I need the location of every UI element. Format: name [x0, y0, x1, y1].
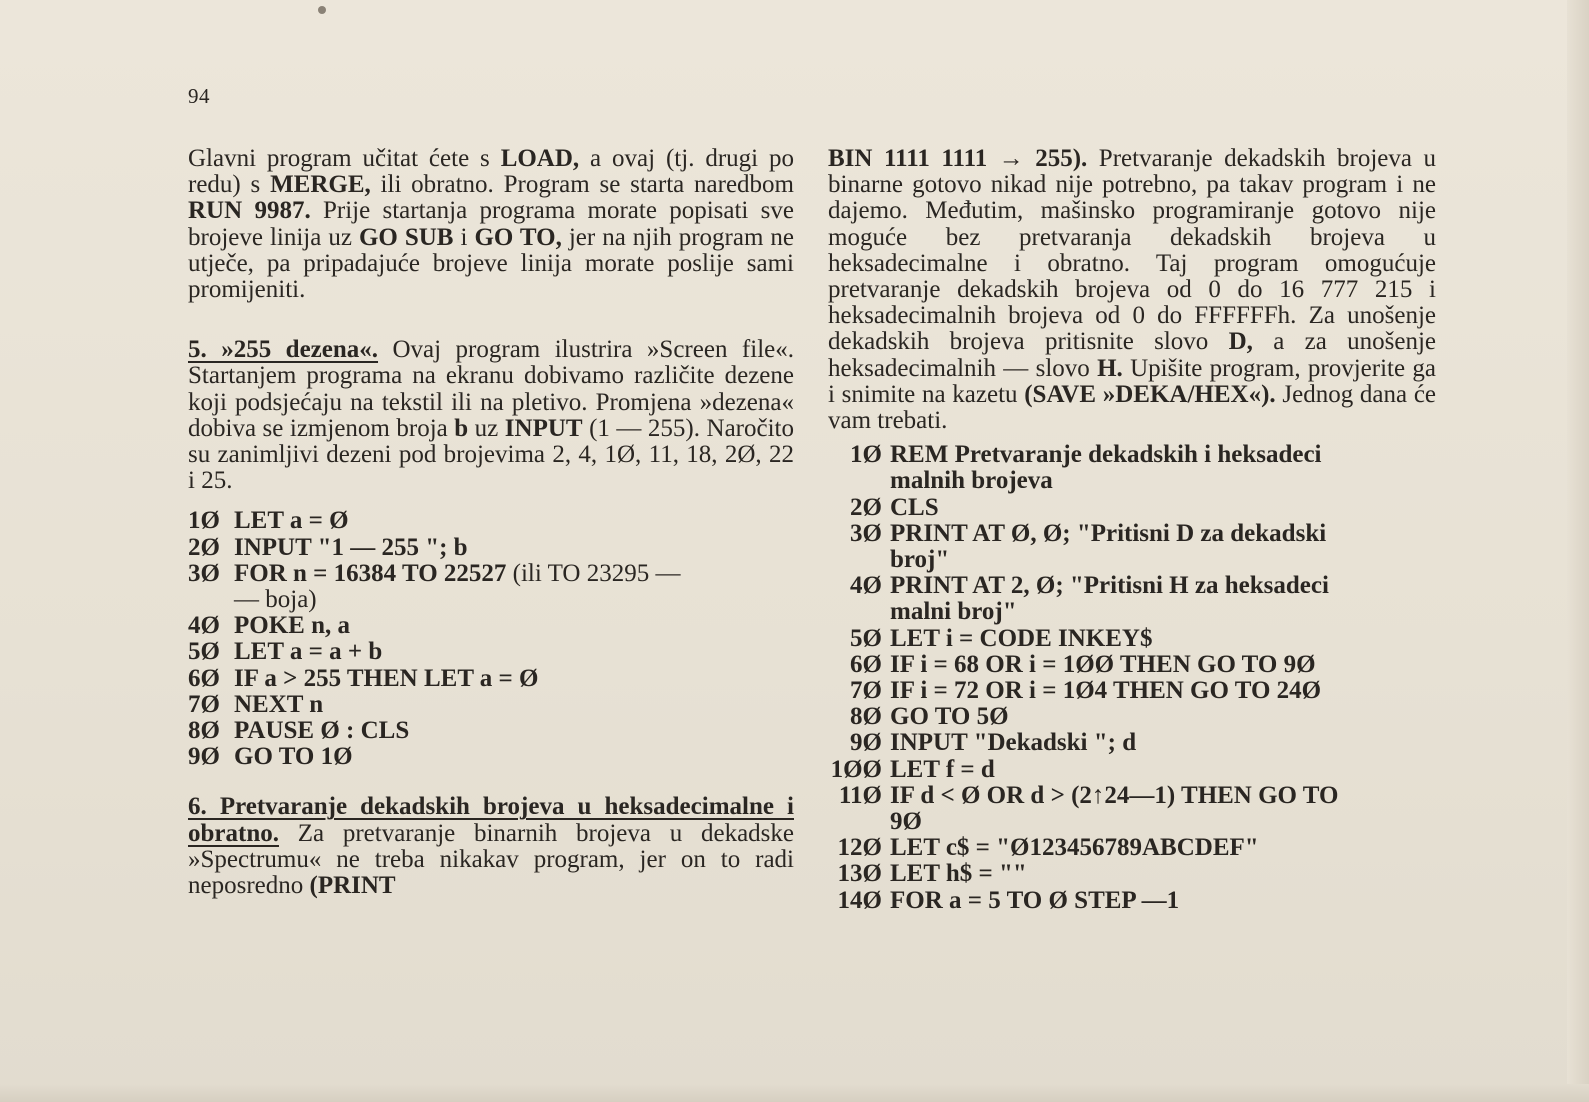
page-right-edge: [1567, 0, 1589, 1102]
code-line: 1Ø REM Pretvaranje dekadskih i heksadeci: [850, 441, 1322, 469]
code-line: 3Ø PRINT AT Ø, Ø; "Pritisni D za dekadski: [850, 519, 1327, 547]
code-line: 14Ø FOR a = 5 TO Ø STEP —1: [837, 886, 1180, 914]
code-line-continuation: — boja): [234, 586, 317, 614]
code-line: 13Ø LET h$ = "": [837, 860, 1027, 888]
section-6-heading: 6. Pretvaranje dekadskih brojeva u heksadecimalne i obratno.: [188, 793, 794, 847]
code-line-continuation: malnih brojeva: [890, 467, 1053, 495]
code-line-continuation: broj": [890, 546, 950, 574]
code-line: 5Ø LET a = a + b: [188, 638, 383, 666]
code-listing-right: [828, 442, 1436, 914]
code-line: 8Ø PAUSE Ø : CLS: [188, 717, 410, 745]
code-line: 6Ø IF i = 68 OR i = 1ØØ THEN GO TO 9Ø: [850, 650, 1316, 678]
page-bottom-edge: [0, 1084, 1589, 1102]
code-line: 8Ø GO TO 5Ø: [850, 703, 1009, 731]
section-6-paragraph: 6. Pretvaranje dekadskih brojeva u heksadecimalne i obratno. Za pretvaranje binarnih brojeva u dekadske »Spectrumu« ne treba nikakav program, jer on to radi neposredno (PRINT: [188, 793, 794, 900]
code-line: 6Ø IF a > 255 THEN LET a = Ø: [188, 664, 539, 692]
code-listing-left: [188, 508, 794, 770]
code-line: 12Ø LET c$ = "Ø123456789ABCDEF": [837, 834, 1259, 862]
ink-dot: [318, 6, 326, 14]
left-column: [188, 146, 794, 899]
code-line: 7Ø IF i = 72 OR i = 1Ø4 THEN GO TO 24Ø: [850, 677, 1322, 705]
code-line: 7Ø NEXT n: [188, 690, 324, 718]
code-line: 2Ø INPUT "1 — 255 "; b: [188, 533, 468, 561]
right-column: [828, 146, 1436, 914]
section-5-paragraph: 5. »255 dezena«. Ovaj program ilustrira »Screen file«. Startanjem programa na ekranu dobivamo različite dezene koji podsjećaju na tekstil ili na pletivo. Promjena »dezena« dobiva se izmjenom broja b uz INPUT (1 — 255). Naročito su zanimljivi dezeni pod brojevima 2, 4, 1Ø, 11, 18, 2Ø, 22 i 25.: [188, 336, 794, 495]
code-line: 3Ø FOR n = 16384 TO 22527 (ili TO 23295 —: [188, 559, 681, 587]
right-intro-paragraph: BIN 1111 1111 → 255). Pretvaranje dekadskih brojeva u binarne gotovo nikad nije potrebno, pa takav program i ne dajemo. Međutim, mašinsko programiranje gotovo nije moguće bez pretvaranja dekadskih brojeva u heksadecimalne i obratno. Taj program omogućuje pretvaranje dekadskih brojeva od 0 do 16 777 215 i heksadecimalnih brojeva od 0 do FFFFFFh. Za unošenje dekadskih brojeva pritisnite slovo D, a za unošenje heksadecimalnih — slovo H. Upišite program, provjerite ga i snimite na kazetu (SAVE »DEKA/HEX«). Jednog dana će vam trebati.: [828, 145, 1437, 435]
code-line: 1ØØ LET f = d: [830, 755, 995, 783]
code-line-continuation: malni broj": [890, 598, 1017, 626]
section-5-heading: 5. »255 dezena«.: [188, 336, 379, 364]
code-line: 11Ø IF d < Ø OR d > (2↑24—1) THEN GO TO: [838, 781, 1339, 809]
code-line: 5Ø LET i = CODE INKEY$: [850, 624, 1153, 652]
code-line: 9Ø INPUT "Dekadski "; d: [850, 729, 1137, 757]
code-line: 1Ø LET a = Ø: [188, 507, 349, 535]
code-line: 9Ø GO TO 1Ø: [188, 743, 353, 771]
code-line: 4Ø PRINT AT 2, Ø; "Pritisni H za heksadeci: [850, 572, 1329, 600]
code-line: 2Ø CLS: [850, 493, 939, 521]
page-number: 94: [188, 84, 210, 108]
intro-paragraph: Glavni program učitat ćete s LOAD, a ovaj (tj. drugi po redu) s MERGE, ili obratno. Program se starta naredbom RUN 9987. Prije startanja programa morate popisati sve brojeve linija uz GO SUB i GO TO, jer na njih program ne utječe, pa pripadajuće brojeve linija morate poslije sami promijeniti.: [188, 145, 794, 304]
code-line: 4Ø POKE n, a: [188, 612, 350, 640]
code-line-continuation: 9Ø: [890, 808, 922, 836]
